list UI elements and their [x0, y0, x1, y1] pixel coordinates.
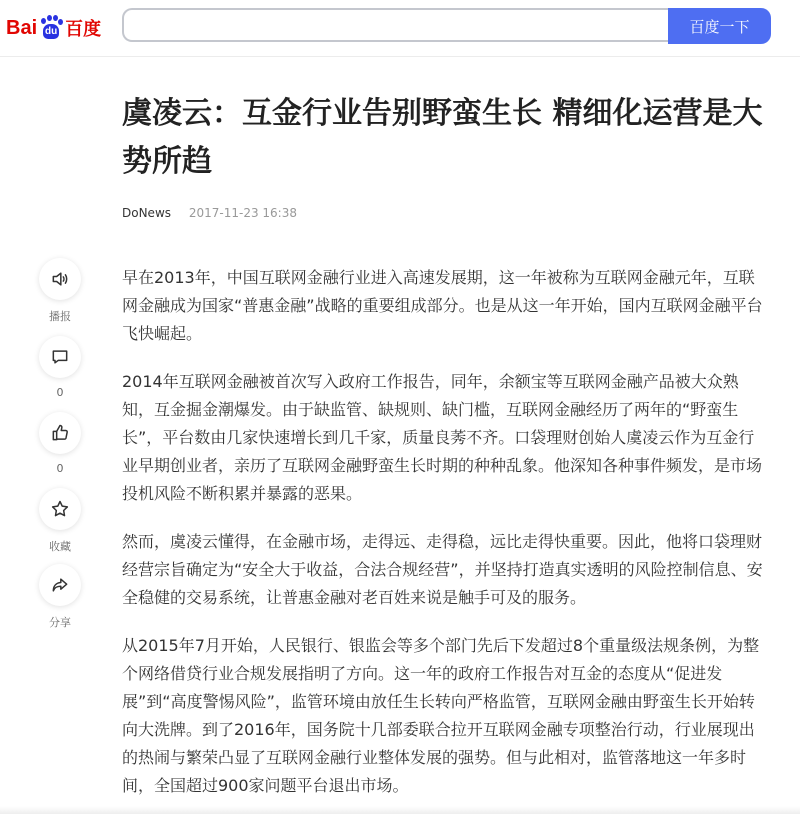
- article-body: [122, 264, 768, 820]
- listen-label: 播报: [49, 310, 71, 323]
- share-label: 分享: [49, 616, 71, 629]
- search-input[interactable]: [124, 10, 668, 40]
- speaker-icon: [50, 269, 70, 289]
- comment-icon: [50, 347, 70, 367]
- baidu-logo[interactable]: [6, 8, 101, 48]
- search-box: [122, 8, 668, 42]
- article-title: 虞凌云：互金行业告别野蛮生长 精细化运营是大势所趋: [122, 96, 763, 179]
- article-source[interactable]: DoNews: [122, 206, 172, 220]
- like-circle: [39, 412, 81, 454]
- paragraph: 从2015年7月开始，人民银行、银监会等多个部门先后下发超过8个重量级法规条例，为整个网络借贷行业合规发展指明了方向。这一年的政府工作报告对互金的态度从“促进发展”到“高度警惕风险”，监管环境由放任生长转向严格监管，互联网金融由野蛮生长开始转向大洗牌。到了2016年，国务院十几部委联合拉开互联网金融专项整治行动，行业展现出的热闹与繁荣凸显了互联网金融行业整体发展的强势。但与此相对，监管落地这一年多时间，全国超过900家问题平台退出市场。: [122, 636, 760, 795]
- comment-button[interactable]: [36, 336, 84, 399]
- favorite-circle: [39, 488, 81, 530]
- top-bar: [0, 0, 800, 57]
- star-icon: [50, 499, 70, 519]
- logo-text-du: du: [45, 26, 58, 37]
- paragraph: 2014年互联网金融被首次写入政府工作报告，同年，余额宝等互联网金融产品被大众熟知，互金掘金潮爆发。由于缺监管、缺规则、缺门槛，互联网金融经历了两年的“野蛮生长”，平台数由几家快速增长到几千家，质量良莠不齐。口袋理财创始人虞凌云作为互金行业早期创业者，亲历了互联网金融野蛮生长时期的种种乱象。他深知各种事件频发，是市场投机风险不断积累并暴露的恶果。: [122, 372, 763, 503]
- thumbs-up-icon: [50, 423, 70, 443]
- share-icon: [50, 575, 70, 595]
- listen-circle: [39, 258, 81, 300]
- like-button[interactable]: [36, 412, 84, 475]
- paragraph: 早在2013年，中国互联网金融行业进入高速发展期，这一年被称为互联网金融元年，互联网金融成为国家“普惠金融”战略的重要组成部分。也是从这一年开始，国内互联网金融平台飞快崛起。: [122, 268, 763, 343]
- comment-count: 0: [56, 386, 64, 399]
- logo-text-cn: 百度: [65, 19, 102, 40]
- like-count: 0: [56, 462, 64, 475]
- listen-button[interactable]: [36, 258, 84, 324]
- article-time: 2017-11-23 16:38: [188, 206, 297, 220]
- logo-text-bai: Bai: [6, 16, 38, 39]
- share-button[interactable]: [36, 564, 84, 630]
- bottom-edge: [0, 806, 800, 814]
- share-circle: [39, 564, 81, 606]
- article-meta: [122, 206, 297, 220]
- favorite-label: 收藏: [49, 540, 71, 553]
- favorite-button[interactable]: [36, 488, 84, 554]
- comment-circle: [39, 336, 81, 378]
- paragraph: 然而，虞凌云懂得，在金融市场，走得远、走得稳，远比走得快重要。因此，他将口袋理财经营宗旨确定为“安全大于收益，合法合规经营”，并坚持打造真实透明的风险控制信息、安全稳健的交易系统，让普惠金融对老百姓来说是触手可及的服务。: [122, 532, 763, 607]
- paw-icon: [38, 15, 64, 41]
- search-button[interactable]: 百度一下: [668, 8, 771, 44]
